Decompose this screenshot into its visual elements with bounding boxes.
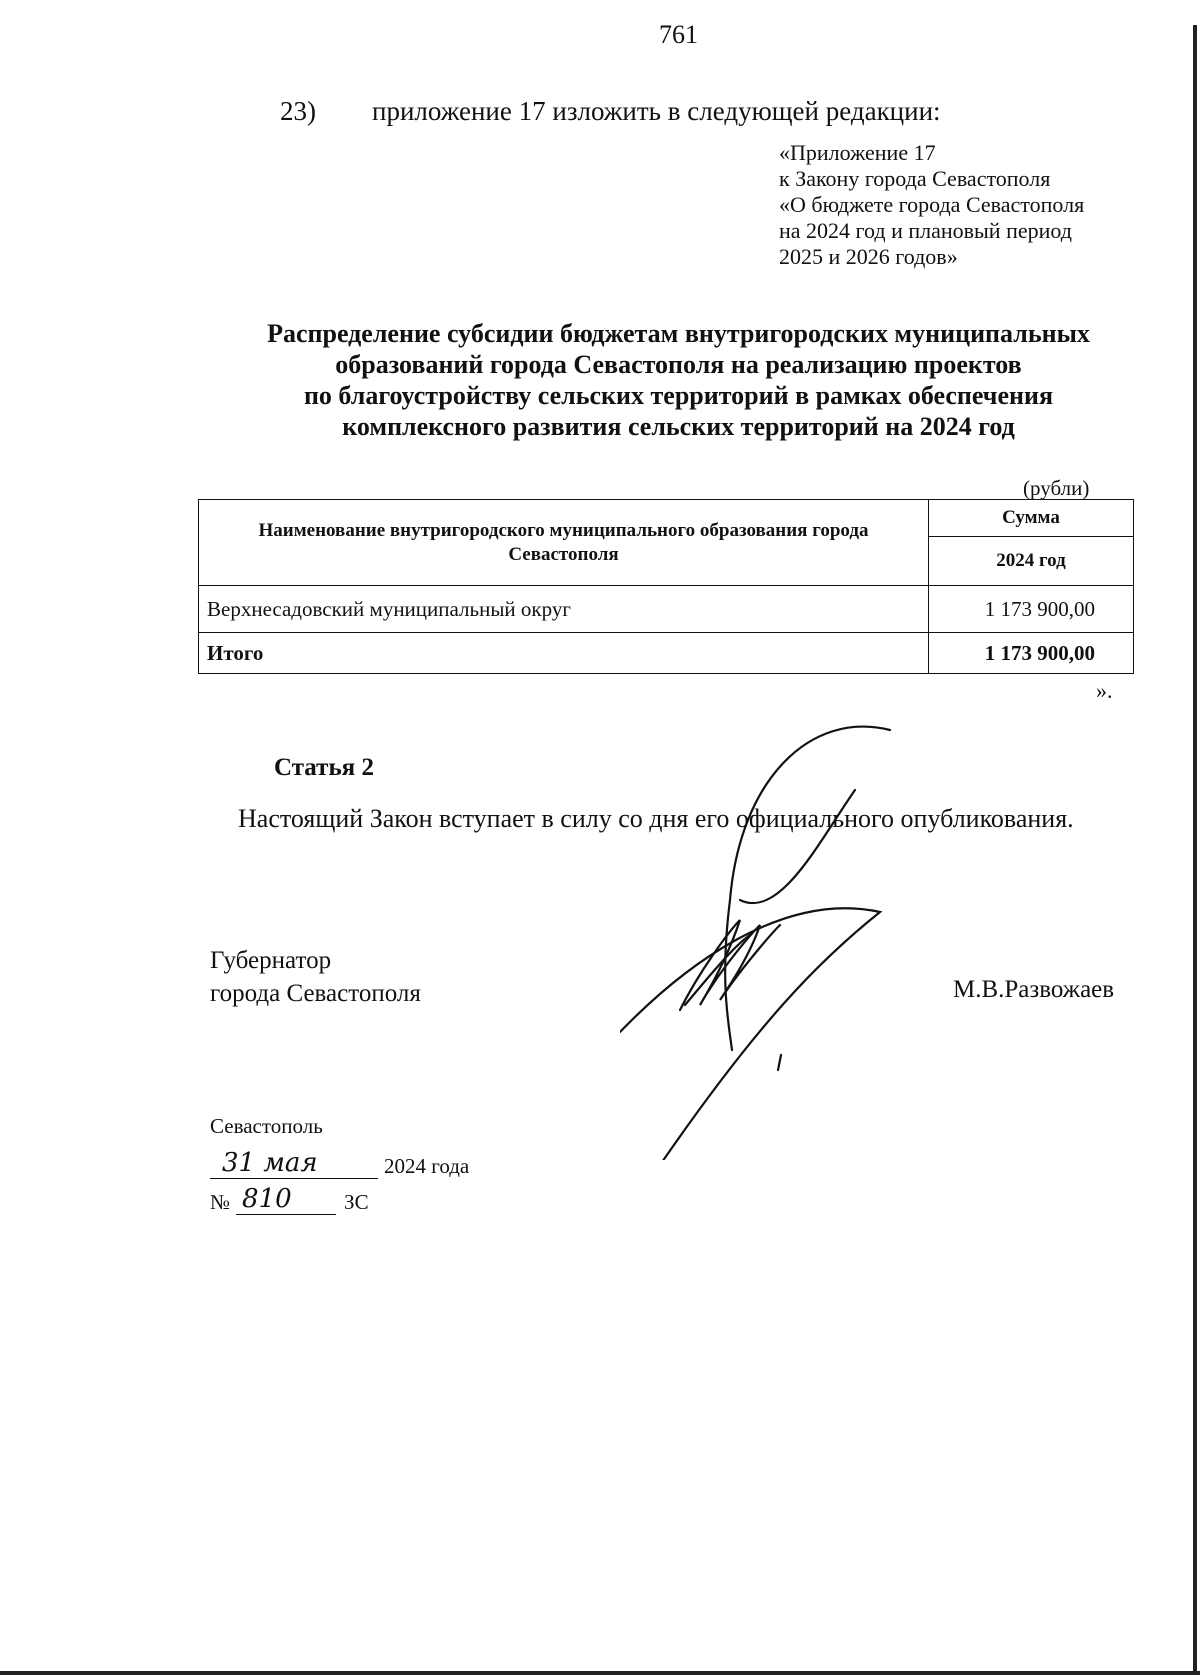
header-name-cell: Наименование внутригородского муниципального образования города Севастополя [199, 500, 929, 586]
closing-quote: ». [1096, 678, 1113, 703]
title-line: комплексного развития сельских территорий на 2024 год [342, 412, 1015, 441]
page-border-right [1193, 25, 1197, 1675]
header-sum-cell: Сумма [929, 500, 1134, 537]
signatory-title [210, 944, 421, 1010]
date-fill-line [210, 1150, 378, 1179]
signatory-title-line: города Севастополя [210, 980, 421, 1007]
row-name-cell: Верхнесадовский муниципальный округ [199, 586, 929, 633]
signatory-title-line: Губернатор [210, 947, 332, 974]
title-line: Распределение субсидии бюджетам внутригородских муниципальных [267, 319, 1090, 348]
page-number: 761 [659, 20, 698, 49]
appendix-line: к Закону города Севастополя [779, 166, 1051, 191]
appendix-line: на 2024 год и плановый период [779, 218, 1072, 243]
appendix-line: «Приложение 17 [779, 140, 936, 165]
appendix-line: 2025 и 2026 годов» [779, 244, 958, 269]
number-fill-line [236, 1186, 336, 1215]
signatory-name: М.В.Развожаев [953, 976, 1115, 1003]
unit-label: (рубли) [1023, 476, 1090, 500]
article-heading: Статья 2 [274, 754, 374, 781]
number-line [210, 1186, 369, 1216]
item-number: 23) [280, 96, 316, 126]
subsidy-table [198, 499, 1134, 674]
header-year-cell: 2024 год [929, 537, 1134, 586]
title-line: образований города Севастополя на реализацию проектов [335, 350, 1022, 379]
title-line: по благоустройству сельских территорий в рамках обеспечения [303, 381, 1054, 410]
total-amount-cell: 1 173 900,00 [929, 633, 1134, 674]
appendix-header [779, 140, 1084, 270]
signature-graphic [620, 720, 900, 1160]
table-header-row [199, 500, 1134, 537]
place-label: Севастополь [210, 1114, 323, 1138]
handwritten-number: 810 [242, 1184, 292, 1214]
total-name-cell: Итого [199, 633, 929, 674]
document-title [200, 318, 1157, 442]
item-text: приложение 17 изложить в следующей редакции: [372, 96, 941, 126]
handwritten-date: 31 мая [222, 1148, 318, 1178]
row-amount-cell: 1 173 900,00 [929, 586, 1134, 633]
page-border-bottom [0, 1671, 1200, 1675]
appendix-line: «О бюджете города Севастополя [779, 192, 1085, 217]
table-total-row [199, 633, 1134, 674]
number-sign: № [210, 1190, 231, 1214]
date-suffix: 2024 года [384, 1154, 470, 1178]
table-row [199, 586, 1134, 633]
date-line [210, 1150, 469, 1180]
number-suffix: ЗС [344, 1190, 369, 1214]
article-text: Настоящий Закон вступает в силу со дня его официального опубликования. [238, 804, 1074, 833]
